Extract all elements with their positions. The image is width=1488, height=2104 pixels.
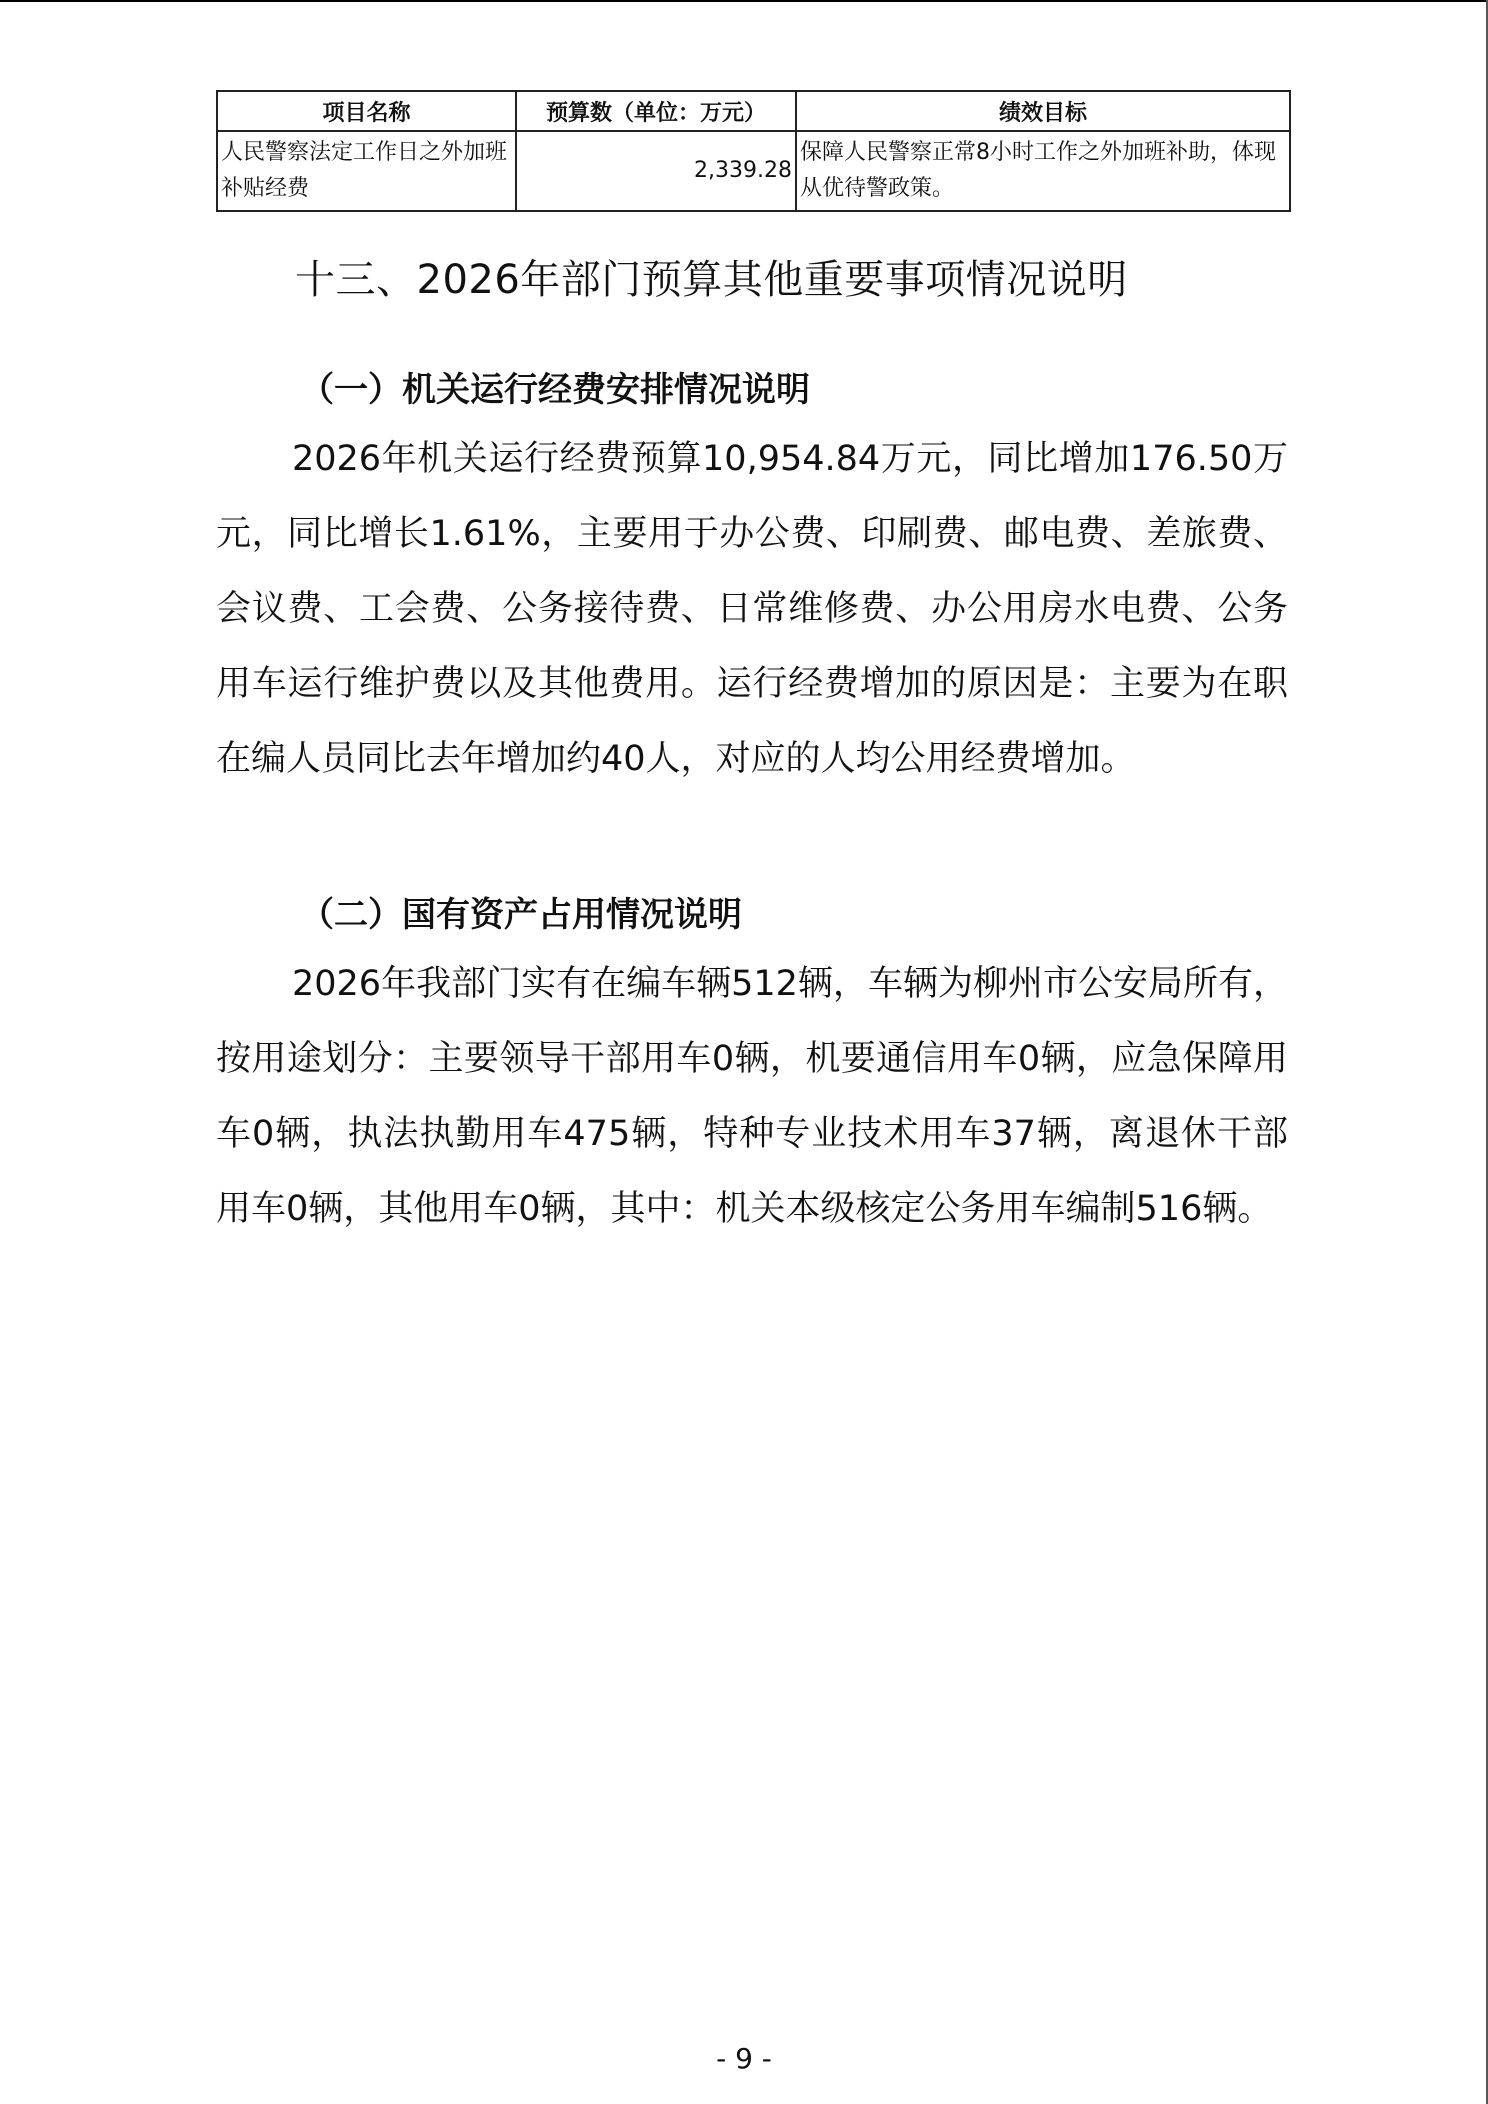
paragraph-operating-funds: 2026年机关运行经费预算10,954.84万元，同比增加176.50万元，同比增长1.61%，主要用于办公费、印刷费、邮电费、差旅费、会议费、工会费、公务接待费、日常维修费、办公用房水电费、公务用车运行维护费以及其他费用。运行经费增加的原因是：主要为在职在编人员同比去年增加约40人，对应的人均公用经费增加。 [216,439,1288,779]
section-title: 十三、2026年部门预算其他重要事项情况说明 [295,257,1128,303]
cell-budget-amount: 2,339.28 [516,131,796,211]
table-row [217,131,1290,211]
budget-table [216,90,1291,212]
page-number: - 9 - [716,2042,772,2075]
column-header-project-name: 项目名称 [217,91,516,131]
cell-performance-goal: 保障人民警察正常8小时工作之外加班补助，体现从优待警政策。 [796,131,1290,211]
subsection-heading-state-assets: （二）国有资产占用情况说明 [300,895,742,935]
subsection-heading-operating-funds: （一）机关运行经费安排情况说明 [300,370,810,410]
column-header-budget-amount: 预算数（单位：万元） [516,91,796,131]
cell-project-name: 人民警察法定工作日之外加班补贴经费 [217,131,516,211]
column-header-performance-goal: 绩效目标 [796,91,1290,131]
table-header-row [217,91,1290,131]
paragraph-state-assets: 2026年我部门实有在编车辆512辆，车辆为柳州市公安局所有，按用途划分：主要领导干部用车0辆，机要通信用车0辆，应急保障用车0辆，执法执勤用车475辆，特种专业技术用车37辆，离退休干部用车0辆，其他用车0辆，其中：机关本级核定公务用车编制516辆。 [216,964,1288,1229]
page-top-border [0,0,1488,2]
